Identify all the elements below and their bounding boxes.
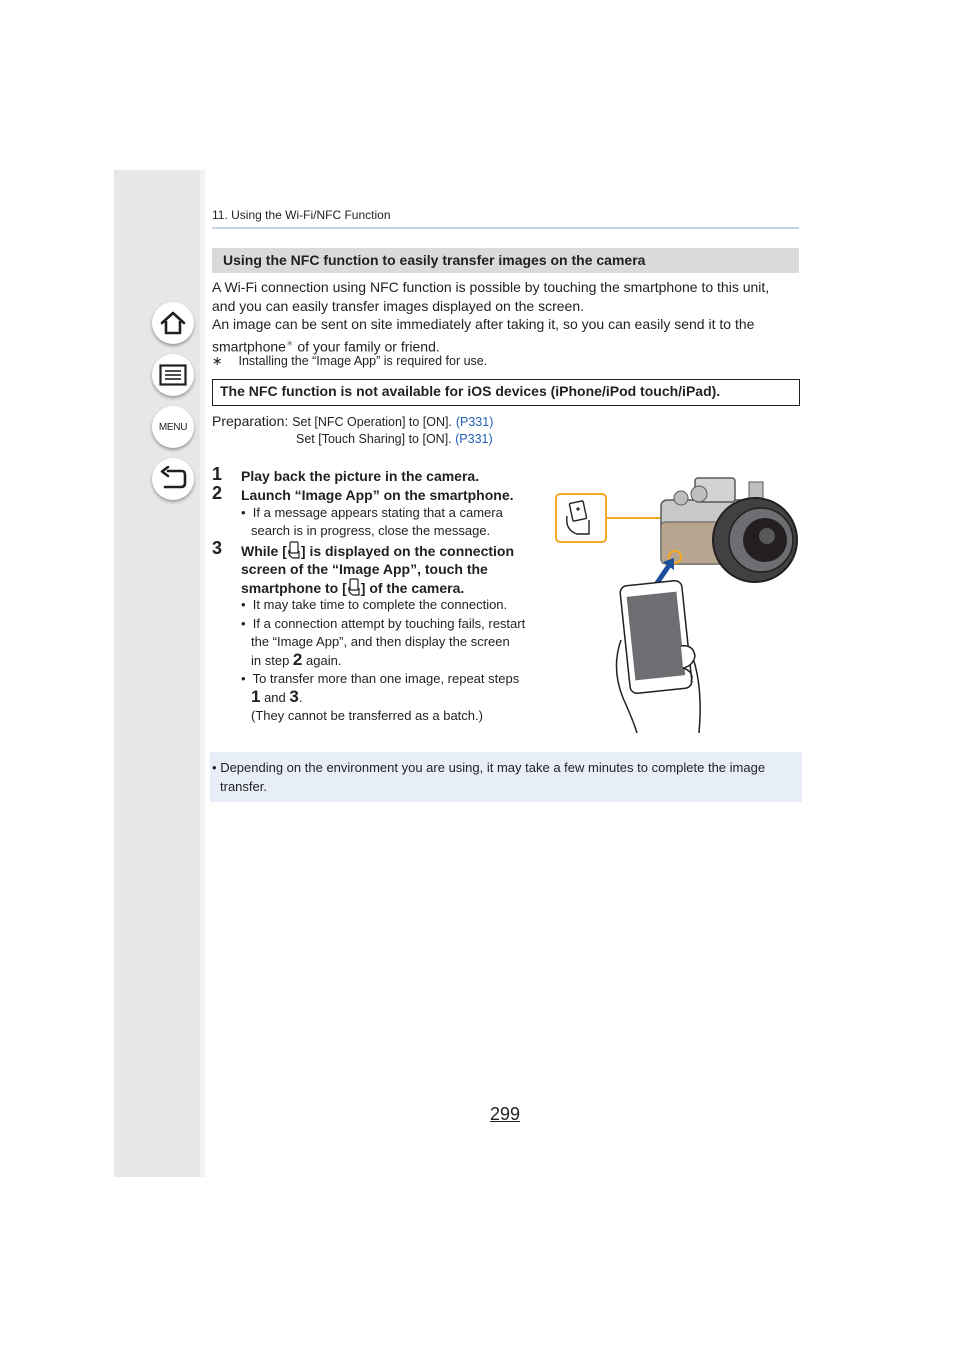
step-3-line-3 bbox=[241, 578, 464, 598]
touch-sharing-icon bbox=[287, 541, 301, 559]
step-3-bullet-1 bbox=[241, 596, 507, 615]
step-3-bullet-3-line-1 bbox=[241, 670, 519, 689]
step-3-bullet-3-end: . bbox=[298, 690, 303, 705]
step-3-line-3-a: smartphone to [ bbox=[241, 580, 347, 596]
bullet-dot: • bbox=[241, 671, 246, 686]
step-1-text: Play back the picture in the camera. bbox=[241, 468, 480, 484]
preparation-item-1: Set [NFC Operation] to [ON]. bbox=[292, 415, 452, 429]
step-3-bullet-3-line-3: (They cannot be transferred as a batch.) bbox=[251, 708, 483, 723]
camera-illustration bbox=[661, 478, 797, 582]
step-3-bullet-3-line-2 bbox=[251, 688, 302, 708]
footnote bbox=[212, 352, 487, 371]
preparation-link-2[interactable]: (P331) bbox=[455, 432, 493, 446]
step-1-number: 1 bbox=[212, 464, 223, 484]
footnote-star: ∗ bbox=[285, 338, 294, 348]
step-3-bullet-3-text-1: To transfer more than one image, repeat steps bbox=[252, 671, 520, 686]
intro-line-3: An image can be sent on site immediately after taking it, so you can easily send it to the bbox=[212, 316, 755, 332]
back-arrow-icon bbox=[159, 466, 187, 492]
step-ref-2: 2 bbox=[292, 650, 303, 669]
preparation-link-1[interactable]: (P331) bbox=[455, 415, 494, 429]
nfc-touch-illustration bbox=[553, 468, 803, 736]
section-header: 11. Using the Wi-Fi/NFC Function bbox=[212, 208, 391, 222]
step-2-bullet-text-1: If a message appears stating that a camera bbox=[252, 505, 503, 520]
touch-sharing-icon bbox=[347, 578, 361, 596]
note-text-1: Depending on the environment you are using, it may take a few minutes to complete the image bbox=[220, 760, 766, 775]
step-3-bullet-3-mid: and bbox=[260, 690, 290, 705]
bullet-dot: • bbox=[212, 760, 217, 775]
notice-box bbox=[212, 379, 800, 406]
step-3-bullet-2-text-3b: again. bbox=[302, 653, 342, 668]
step-ref-1: 1 bbox=[251, 687, 261, 706]
step-3-line-1 bbox=[241, 541, 514, 561]
intro-line-2: and you can easily transfer images displayed on the screen. bbox=[212, 298, 584, 314]
preparation-line-1 bbox=[212, 412, 493, 432]
preparation-label: Preparation: bbox=[212, 413, 289, 429]
step-3-line-1-a: While [ bbox=[241, 543, 287, 559]
step-3-number: 3 bbox=[212, 538, 223, 558]
step-2-bullet-line-1 bbox=[241, 504, 503, 523]
step-3-line-1-b: ] is displayed on the connection bbox=[300, 543, 515, 559]
step-3-bullet-1-text: It may take time to complete the connection. bbox=[252, 597, 508, 612]
back-button[interactable] bbox=[152, 458, 194, 500]
notice-text: The NFC function is not available for iOS devices (iPhone/iPod touch/iPad). bbox=[220, 383, 721, 399]
intro-line-1: A Wi-Fi connection using NFC function is possible by touching the smartphone to this unit, bbox=[212, 279, 770, 295]
sidebar-edge bbox=[200, 170, 205, 1177]
bullet-dot: • bbox=[241, 616, 246, 631]
intro-line-4-b: of your family or friend. bbox=[293, 338, 440, 355]
step-3-bullet-2-line-3 bbox=[251, 651, 341, 671]
contents-button[interactable] bbox=[152, 354, 194, 396]
step-3-bullet-2-text-3a: in step bbox=[251, 653, 293, 668]
section-heading: Using the NFC function to easily transfer images on the camera bbox=[223, 252, 646, 268]
home-icon bbox=[159, 310, 187, 336]
step-2-text: Launch “Image App” on the smartphone. bbox=[241, 487, 514, 503]
step-ref-3: 3 bbox=[289, 687, 299, 706]
smartphone-illustration bbox=[616, 580, 700, 733]
step-2-number: 2 bbox=[212, 483, 223, 503]
list-icon bbox=[159, 364, 187, 386]
note-line-1 bbox=[212, 758, 765, 777]
note-line-2: transfer. bbox=[220, 779, 267, 794]
step-3-line-2: screen of the “Image App”, touch the bbox=[241, 561, 488, 577]
preparation-line-2 bbox=[296, 430, 493, 449]
header-rule bbox=[212, 227, 799, 229]
step-3-bullet-2-text-1: If a connection attempt by touching fails, restart bbox=[252, 616, 526, 631]
menu-button[interactable] bbox=[152, 406, 194, 448]
bullet-dot: • bbox=[241, 505, 246, 520]
section-heading-bar bbox=[212, 248, 799, 273]
preparation-item-2: Set [Touch Sharing] to [ON]. bbox=[296, 432, 452, 446]
bullet-dot: • bbox=[241, 597, 246, 612]
step-3-line-3-b: ] of the camera. bbox=[360, 580, 465, 596]
intro-line-4-a: smartphone bbox=[212, 338, 286, 355]
footnote-text: Installing the “Image App” is required for use. bbox=[238, 354, 488, 368]
menu-label: MENU bbox=[158, 421, 188, 433]
step-3-bullet-2-line-2: the “Image App”, and then display the screen bbox=[251, 634, 510, 649]
page-number: 299 bbox=[490, 1104, 521, 1124]
step-2-bullet-line-2: search is in progress, close the message. bbox=[251, 523, 491, 538]
footnote-mark: ∗ bbox=[212, 354, 223, 368]
step-3-bullet-2-line-1 bbox=[241, 615, 525, 634]
home-button[interactable] bbox=[152, 302, 194, 344]
